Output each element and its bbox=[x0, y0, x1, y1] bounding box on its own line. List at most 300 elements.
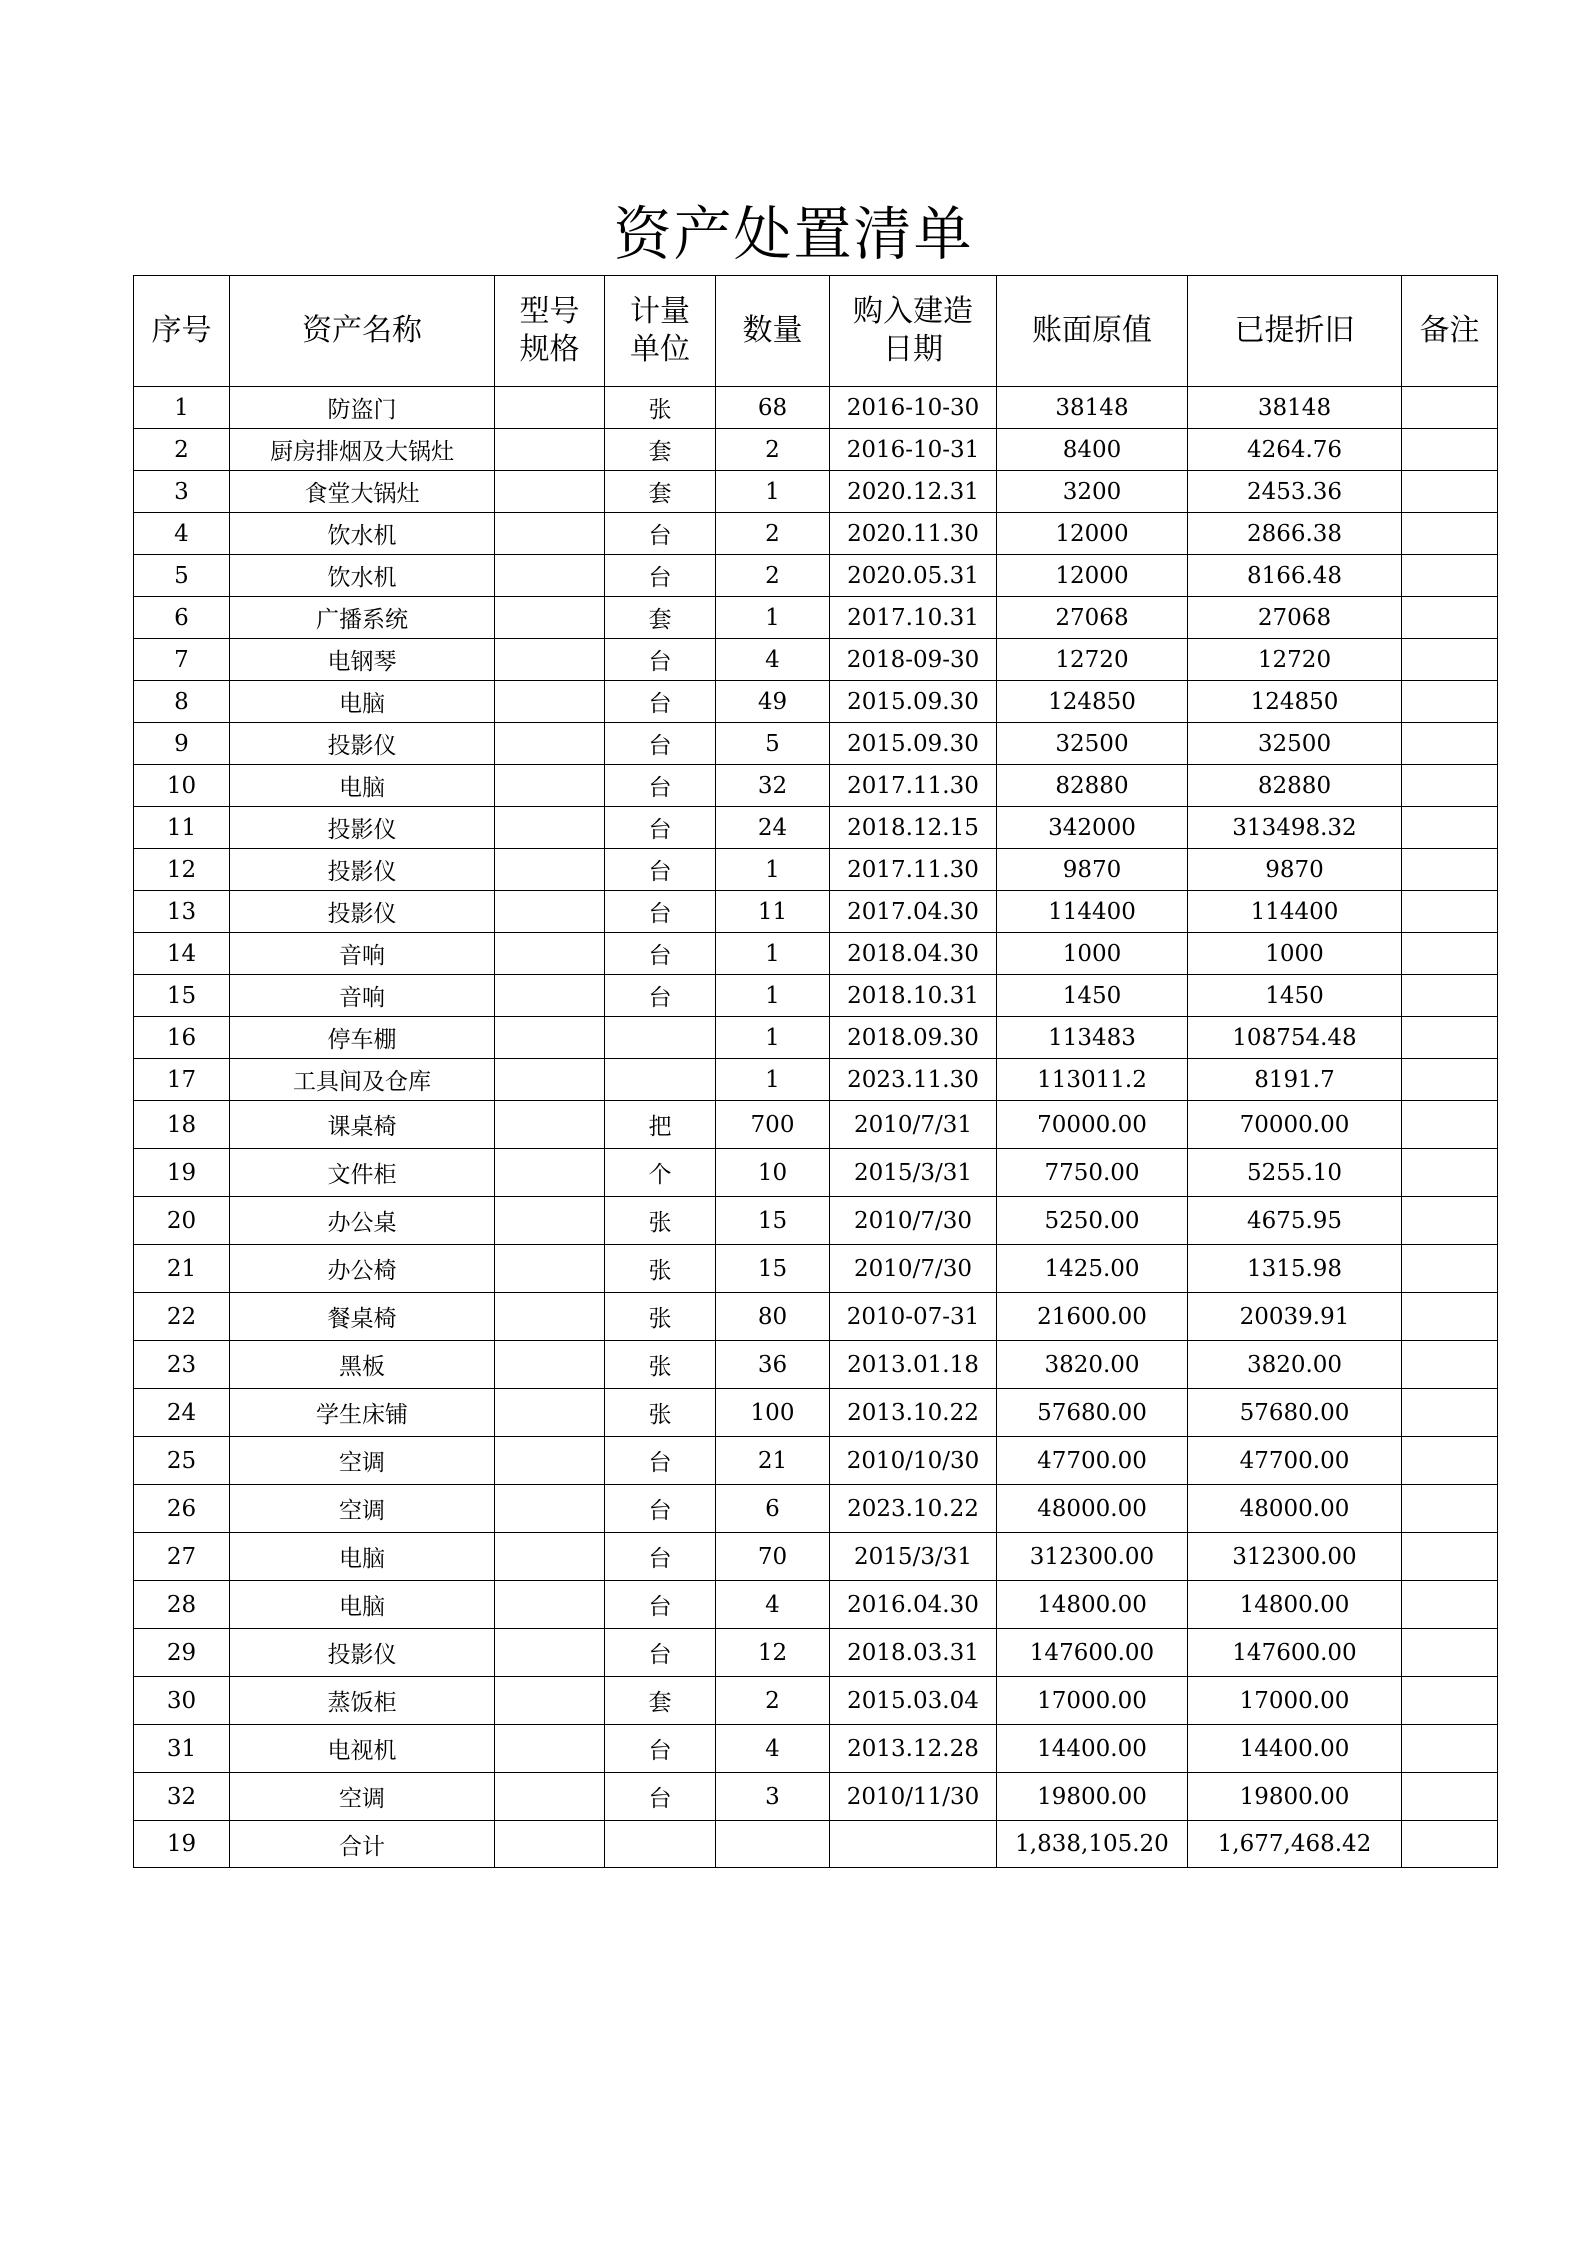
cell-spec bbox=[495, 597, 605, 639]
cell-depreciation: 5255.10 bbox=[1188, 1149, 1402, 1197]
cell-no: 14 bbox=[134, 933, 230, 975]
cell-date: 2010/11/30 bbox=[830, 1773, 997, 1821]
cell-unit: 台 bbox=[605, 849, 716, 891]
cell-date: 2013.10.22 bbox=[830, 1389, 997, 1437]
cell-depreciation: 57680.00 bbox=[1188, 1389, 1402, 1437]
cell-name: 黑板 bbox=[230, 1341, 495, 1389]
cell-spec bbox=[495, 1149, 605, 1197]
cell-depreciation: 38148 bbox=[1188, 387, 1402, 429]
cell-no: 24 bbox=[134, 1389, 230, 1437]
cell-qty: 6 bbox=[716, 1485, 830, 1533]
table-row bbox=[134, 891, 1498, 933]
cell-original: 19800.00 bbox=[997, 1773, 1188, 1821]
cell-depreciation: 2866.38 bbox=[1188, 513, 1402, 555]
cell-unit: 台 bbox=[605, 1629, 716, 1677]
cell-depreciation: 124850 bbox=[1188, 681, 1402, 723]
cell-original: 124850 bbox=[997, 681, 1188, 723]
cell-qty: 100 bbox=[716, 1389, 830, 1437]
cell-original: 113483 bbox=[997, 1017, 1188, 1059]
cell-qty: 12 bbox=[716, 1629, 830, 1677]
cell-date: 2010/7/30 bbox=[830, 1245, 997, 1293]
cell-qty: 2 bbox=[716, 1677, 830, 1725]
cell-depreciation: 313498.32 bbox=[1188, 807, 1402, 849]
cell-unit: 台 bbox=[605, 1485, 716, 1533]
col-original-header: 账面原值 bbox=[997, 276, 1188, 387]
cell-depreciation: 4264.76 bbox=[1188, 429, 1402, 471]
cell-depreciation: 14400.00 bbox=[1188, 1725, 1402, 1773]
cell-date: 2018.09.30 bbox=[830, 1017, 997, 1059]
cell-date: 2018.12.15 bbox=[830, 807, 997, 849]
cell-original: 3820.00 bbox=[997, 1341, 1188, 1389]
cell-qty: 1 bbox=[716, 933, 830, 975]
cell-remark bbox=[1402, 1149, 1498, 1197]
cell-original: 12000 bbox=[997, 513, 1188, 555]
cell-date bbox=[830, 1821, 997, 1868]
cell-date: 2017.11.30 bbox=[830, 849, 997, 891]
cell-unit: 套 bbox=[605, 471, 716, 513]
cell-remark bbox=[1402, 723, 1498, 765]
cell-depreciation: 82880 bbox=[1188, 765, 1402, 807]
cell-depreciation: 1450 bbox=[1188, 975, 1402, 1017]
cell-qty: 1 bbox=[716, 849, 830, 891]
cell-no: 10 bbox=[134, 765, 230, 807]
cell-depreciation: 8166.48 bbox=[1188, 555, 1402, 597]
cell-depreciation: 2453.36 bbox=[1188, 471, 1402, 513]
cell-spec bbox=[495, 933, 605, 975]
cell-qty: 15 bbox=[716, 1197, 830, 1245]
cell-no: 19 bbox=[134, 1149, 230, 1197]
table-row bbox=[134, 1773, 1498, 1821]
table-row bbox=[134, 1149, 1498, 1197]
cell-spec bbox=[495, 387, 605, 429]
col-depreciation-header: 已提折旧 bbox=[1188, 276, 1402, 387]
cell-qty: 4 bbox=[716, 1725, 830, 1773]
cell-remark bbox=[1402, 1773, 1498, 1821]
cell-date: 2020.12.31 bbox=[830, 471, 997, 513]
cell-unit: 台 bbox=[605, 1581, 716, 1629]
cell-unit: 台 bbox=[605, 765, 716, 807]
cell-remark bbox=[1402, 513, 1498, 555]
cell-date: 2020.05.31 bbox=[830, 555, 997, 597]
table-row bbox=[134, 1101, 1498, 1149]
cell-remark bbox=[1402, 1017, 1498, 1059]
cell-name: 电视机 bbox=[230, 1725, 495, 1773]
table-row bbox=[134, 1059, 1498, 1101]
cell-qty: 68 bbox=[716, 387, 830, 429]
cell-name: 电钢琴 bbox=[230, 639, 495, 681]
cell-no: 18 bbox=[134, 1101, 230, 1149]
cell-no: 13 bbox=[134, 891, 230, 933]
cell-date: 2010-07-31 bbox=[830, 1293, 997, 1341]
cell-name: 空调 bbox=[230, 1485, 495, 1533]
cell-name: 空调 bbox=[230, 1773, 495, 1821]
cell-original: 3200 bbox=[997, 471, 1188, 513]
cell-date: 2023.11.30 bbox=[830, 1059, 997, 1101]
cell-original: 113011.2 bbox=[997, 1059, 1188, 1101]
col-no-header: 序号 bbox=[134, 276, 230, 387]
cell-remark bbox=[1402, 1485, 1498, 1533]
cell-original: 21600.00 bbox=[997, 1293, 1188, 1341]
cell-date: 2020.11.30 bbox=[830, 513, 997, 555]
cell-depreciation: 17000.00 bbox=[1188, 1677, 1402, 1725]
cell-original: 1425.00 bbox=[997, 1245, 1188, 1293]
cell-original: 342000 bbox=[997, 807, 1188, 849]
table-body bbox=[134, 387, 1498, 1868]
cell-original: 9870 bbox=[997, 849, 1188, 891]
cell-unit: 张 bbox=[605, 1197, 716, 1245]
cell-no: 21 bbox=[134, 1245, 230, 1293]
cell-qty: 5 bbox=[716, 723, 830, 765]
cell-remark bbox=[1402, 1725, 1498, 1773]
col-spec-header: 型号 规格 bbox=[495, 276, 605, 387]
cell-unit: 台 bbox=[605, 1725, 716, 1773]
table-row bbox=[134, 765, 1498, 807]
cell-unit: 台 bbox=[605, 555, 716, 597]
cell-date: 2015.03.04 bbox=[830, 1677, 997, 1725]
table-row bbox=[134, 807, 1498, 849]
page-title: 资产处置清单 bbox=[613, 200, 974, 268]
cell-original: 47700.00 bbox=[997, 1437, 1188, 1485]
cell-original: 32500 bbox=[997, 723, 1188, 765]
cell-spec bbox=[495, 1197, 605, 1245]
cell-name: 空调 bbox=[230, 1437, 495, 1485]
cell-unit bbox=[605, 1821, 716, 1868]
cell-remark bbox=[1402, 1821, 1498, 1868]
cell-spec bbox=[495, 1773, 605, 1821]
cell-spec bbox=[495, 723, 605, 765]
cell-no: 5 bbox=[134, 555, 230, 597]
cell-name: 投影仪 bbox=[230, 891, 495, 933]
table-row bbox=[134, 597, 1498, 639]
cell-no: 3 bbox=[134, 471, 230, 513]
header-row bbox=[134, 276, 1498, 387]
cell-qty bbox=[716, 1821, 830, 1868]
cell-original: 114400 bbox=[997, 891, 1188, 933]
cell-depreciation: 8191.7 bbox=[1188, 1059, 1402, 1101]
cell-no: 11 bbox=[134, 807, 230, 849]
cell-qty: 2 bbox=[716, 555, 830, 597]
cell-depreciation: 1,677,468.42 bbox=[1188, 1821, 1402, 1868]
cell-unit: 台 bbox=[605, 513, 716, 555]
cell-no: 30 bbox=[134, 1677, 230, 1725]
cell-name: 投影仪 bbox=[230, 1629, 495, 1677]
cell-no: 27 bbox=[134, 1533, 230, 1581]
table-row bbox=[134, 933, 1498, 975]
cell-remark bbox=[1402, 1197, 1498, 1245]
cell-unit: 台 bbox=[605, 639, 716, 681]
col-unit-header: 计量 单位 bbox=[605, 276, 716, 387]
cell-unit: 台 bbox=[605, 975, 716, 1017]
cell-spec bbox=[495, 849, 605, 891]
table-row bbox=[134, 1581, 1498, 1629]
cell-remark bbox=[1402, 1059, 1498, 1101]
cell-no: 22 bbox=[134, 1293, 230, 1341]
cell-date: 2013.01.18 bbox=[830, 1341, 997, 1389]
cell-original: 17000.00 bbox=[997, 1677, 1188, 1725]
cell-no: 17 bbox=[134, 1059, 230, 1101]
cell-original: 7750.00 bbox=[997, 1149, 1188, 1197]
cell-remark bbox=[1402, 1437, 1498, 1485]
table-row bbox=[134, 849, 1498, 891]
cell-remark bbox=[1402, 1245, 1498, 1293]
cell-unit: 套 bbox=[605, 1677, 716, 1725]
cell-qty: 32 bbox=[716, 765, 830, 807]
cell-original: 14800.00 bbox=[997, 1581, 1188, 1629]
cell-qty: 1 bbox=[716, 471, 830, 513]
table-row bbox=[134, 975, 1498, 1017]
cell-depreciation: 9870 bbox=[1188, 849, 1402, 891]
cell-spec bbox=[495, 1437, 605, 1485]
cell-original: 12000 bbox=[997, 555, 1188, 597]
cell-remark bbox=[1402, 1341, 1498, 1389]
cell-no: 4 bbox=[134, 513, 230, 555]
cell-remark bbox=[1402, 891, 1498, 933]
table-row bbox=[134, 387, 1498, 429]
cell-date: 2017.10.31 bbox=[830, 597, 997, 639]
cell-name: 音响 bbox=[230, 975, 495, 1017]
cell-depreciation: 20039.91 bbox=[1188, 1293, 1402, 1341]
cell-depreciation: 47700.00 bbox=[1188, 1437, 1402, 1485]
cell-unit: 把 bbox=[605, 1101, 716, 1149]
cell-no: 7 bbox=[134, 639, 230, 681]
cell-name: 电脑 bbox=[230, 765, 495, 807]
cell-spec bbox=[495, 1581, 605, 1629]
cell-depreciation: 147600.00 bbox=[1188, 1629, 1402, 1677]
cell-unit: 台 bbox=[605, 807, 716, 849]
table-row bbox=[134, 1017, 1498, 1059]
cell-unit: 台 bbox=[605, 891, 716, 933]
cell-unit: 台 bbox=[605, 681, 716, 723]
cell-unit: 台 bbox=[605, 723, 716, 765]
cell-remark bbox=[1402, 429, 1498, 471]
table-row bbox=[134, 1293, 1498, 1341]
cell-spec bbox=[495, 1059, 605, 1101]
cell-remark bbox=[1402, 1677, 1498, 1725]
cell-qty: 15 bbox=[716, 1245, 830, 1293]
cell-date: 2017.11.30 bbox=[830, 765, 997, 807]
cell-original: 48000.00 bbox=[997, 1485, 1188, 1533]
cell-original: 70000.00 bbox=[997, 1101, 1188, 1149]
cell-spec bbox=[495, 429, 605, 471]
cell-depreciation: 48000.00 bbox=[1188, 1485, 1402, 1533]
cell-spec bbox=[495, 471, 605, 513]
table-row bbox=[134, 429, 1498, 471]
cell-qty: 2 bbox=[716, 513, 830, 555]
cell-depreciation: 108754.48 bbox=[1188, 1017, 1402, 1059]
cell-remark bbox=[1402, 681, 1498, 723]
cell-no: 23 bbox=[134, 1341, 230, 1389]
cell-name: 投影仪 bbox=[230, 723, 495, 765]
cell-spec bbox=[495, 639, 605, 681]
cell-date: 2023.10.22 bbox=[830, 1485, 997, 1533]
cell-no: 32 bbox=[134, 1773, 230, 1821]
cell-name: 电脑 bbox=[230, 1581, 495, 1629]
cell-spec bbox=[495, 681, 605, 723]
cell-spec bbox=[495, 513, 605, 555]
cell-no: 20 bbox=[134, 1197, 230, 1245]
cell-original: 8400 bbox=[997, 429, 1188, 471]
col-name-header: 资产名称 bbox=[230, 276, 495, 387]
cell-spec bbox=[495, 1821, 605, 1868]
cell-date: 2015.09.30 bbox=[830, 681, 997, 723]
cell-original: 312300.00 bbox=[997, 1533, 1188, 1581]
cell-unit: 张 bbox=[605, 1245, 716, 1293]
cell-spec bbox=[495, 1485, 605, 1533]
cell-remark bbox=[1402, 471, 1498, 513]
cell-qty: 70 bbox=[716, 1533, 830, 1581]
cell-depreciation: 1000 bbox=[1188, 933, 1402, 975]
cell-remark bbox=[1402, 807, 1498, 849]
cell-name: 办公桌 bbox=[230, 1197, 495, 1245]
cell-name: 防盗门 bbox=[230, 387, 495, 429]
cell-date: 2018-09-30 bbox=[830, 639, 997, 681]
cell-qty: 700 bbox=[716, 1101, 830, 1149]
table-row bbox=[134, 723, 1498, 765]
cell-qty: 4 bbox=[716, 639, 830, 681]
col-date-header: 购入建造 日期 bbox=[830, 276, 997, 387]
cell-depreciation: 14800.00 bbox=[1188, 1581, 1402, 1629]
cell-unit: 台 bbox=[605, 1773, 716, 1821]
cell-depreciation: 19800.00 bbox=[1188, 1773, 1402, 1821]
cell-remark bbox=[1402, 1101, 1498, 1149]
cell-original: 147600.00 bbox=[997, 1629, 1188, 1677]
cell-spec bbox=[495, 1293, 605, 1341]
cell-remark bbox=[1402, 555, 1498, 597]
cell-name: 办公椅 bbox=[230, 1245, 495, 1293]
cell-date: 2013.12.28 bbox=[830, 1725, 997, 1773]
cell-qty: 1 bbox=[716, 975, 830, 1017]
cell-date: 2018.03.31 bbox=[830, 1629, 997, 1677]
cell-no: 1 bbox=[134, 387, 230, 429]
cell-date: 2015/3/31 bbox=[830, 1149, 997, 1197]
cell-date: 2016-10-30 bbox=[830, 387, 997, 429]
cell-qty: 24 bbox=[716, 807, 830, 849]
cell-no: 2 bbox=[134, 429, 230, 471]
cell-spec bbox=[495, 1101, 605, 1149]
cell-qty: 1 bbox=[716, 1017, 830, 1059]
table-row bbox=[134, 555, 1498, 597]
cell-date: 2015.09.30 bbox=[830, 723, 997, 765]
table-row bbox=[134, 471, 1498, 513]
cell-qty: 1 bbox=[716, 1059, 830, 1101]
cell-depreciation: 4675.95 bbox=[1188, 1197, 1402, 1245]
table-row bbox=[134, 1533, 1498, 1581]
cell-qty: 49 bbox=[716, 681, 830, 723]
cell-unit: 套 bbox=[605, 429, 716, 471]
cell-name: 工具间及仓库 bbox=[230, 1059, 495, 1101]
cell-original: 12720 bbox=[997, 639, 1188, 681]
cell-name: 厨房排烟及大锅灶 bbox=[230, 429, 495, 471]
cell-spec bbox=[495, 555, 605, 597]
cell-unit: 张 bbox=[605, 1389, 716, 1437]
cell-no: 26 bbox=[134, 1485, 230, 1533]
cell-date: 2018.04.30 bbox=[830, 933, 997, 975]
cell-name: 合计 bbox=[230, 1821, 495, 1868]
cell-date: 2016.04.30 bbox=[830, 1581, 997, 1629]
cell-date: 2017.04.30 bbox=[830, 891, 997, 933]
cell-original: 1000 bbox=[997, 933, 1188, 975]
cell-date: 2010/7/30 bbox=[830, 1197, 997, 1245]
cell-original: 82880 bbox=[997, 765, 1188, 807]
cell-remark bbox=[1402, 1629, 1498, 1677]
cell-name: 广播系统 bbox=[230, 597, 495, 639]
cell-spec bbox=[495, 765, 605, 807]
cell-unit: 台 bbox=[605, 1437, 716, 1485]
cell-date: 2018.10.31 bbox=[830, 975, 997, 1017]
cell-spec bbox=[495, 891, 605, 933]
cell-name: 停车棚 bbox=[230, 1017, 495, 1059]
cell-remark bbox=[1402, 933, 1498, 975]
cell-unit bbox=[605, 1059, 716, 1101]
cell-original: 38148 bbox=[997, 387, 1188, 429]
cell-unit: 张 bbox=[605, 1341, 716, 1389]
cell-name: 投影仪 bbox=[230, 807, 495, 849]
cell-spec bbox=[495, 1533, 605, 1581]
cell-qty: 10 bbox=[716, 1149, 830, 1197]
cell-name: 音响 bbox=[230, 933, 495, 975]
cell-remark bbox=[1402, 765, 1498, 807]
cell-original: 1450 bbox=[997, 975, 1188, 1017]
table-row bbox=[134, 681, 1498, 723]
cell-unit: 个 bbox=[605, 1149, 716, 1197]
cell-remark bbox=[1402, 597, 1498, 639]
cell-qty: 36 bbox=[716, 1341, 830, 1389]
cell-depreciation: 312300.00 bbox=[1188, 1533, 1402, 1581]
table-row bbox=[134, 1197, 1498, 1245]
cell-no: 9 bbox=[134, 723, 230, 765]
cell-depreciation: 27068 bbox=[1188, 597, 1402, 639]
cell-no: 15 bbox=[134, 975, 230, 1017]
cell-date: 2016-10-31 bbox=[830, 429, 997, 471]
cell-original: 27068 bbox=[997, 597, 1188, 639]
cell-remark bbox=[1402, 1581, 1498, 1629]
cell-depreciation: 114400 bbox=[1188, 891, 1402, 933]
col-remark-header: 备注 bbox=[1402, 276, 1498, 387]
cell-remark bbox=[1402, 1389, 1498, 1437]
cell-original: 57680.00 bbox=[997, 1389, 1188, 1437]
cell-qty: 80 bbox=[716, 1293, 830, 1341]
cell-no: 16 bbox=[134, 1017, 230, 1059]
cell-unit: 套 bbox=[605, 597, 716, 639]
table-row bbox=[134, 1485, 1498, 1533]
cell-name: 食堂大锅灶 bbox=[230, 471, 495, 513]
cell-spec bbox=[495, 1677, 605, 1725]
table-row bbox=[134, 513, 1498, 555]
cell-no: 8 bbox=[134, 681, 230, 723]
cell-unit: 张 bbox=[605, 1293, 716, 1341]
cell-date: 2015/3/31 bbox=[830, 1533, 997, 1581]
cell-qty: 11 bbox=[716, 891, 830, 933]
cell-date: 2010/7/31 bbox=[830, 1101, 997, 1149]
cell-remark bbox=[1402, 1533, 1498, 1581]
cell-spec bbox=[495, 1017, 605, 1059]
cell-original: 14400.00 bbox=[997, 1725, 1188, 1773]
cell-unit bbox=[605, 1017, 716, 1059]
table-row bbox=[134, 1677, 1498, 1725]
cell-unit: 台 bbox=[605, 1533, 716, 1581]
col-qty-header: 数量 bbox=[716, 276, 830, 387]
cell-name: 电脑 bbox=[230, 1533, 495, 1581]
table-row bbox=[134, 1725, 1498, 1773]
cell-original: 1,838,105.20 bbox=[997, 1821, 1188, 1868]
cell-depreciation: 3820.00 bbox=[1188, 1341, 1402, 1389]
cell-unit: 台 bbox=[605, 933, 716, 975]
cell-qty: 4 bbox=[716, 1581, 830, 1629]
cell-name: 饮水机 bbox=[230, 513, 495, 555]
cell-no: 31 bbox=[134, 1725, 230, 1773]
cell-no: 29 bbox=[134, 1629, 230, 1677]
cell-remark bbox=[1402, 387, 1498, 429]
